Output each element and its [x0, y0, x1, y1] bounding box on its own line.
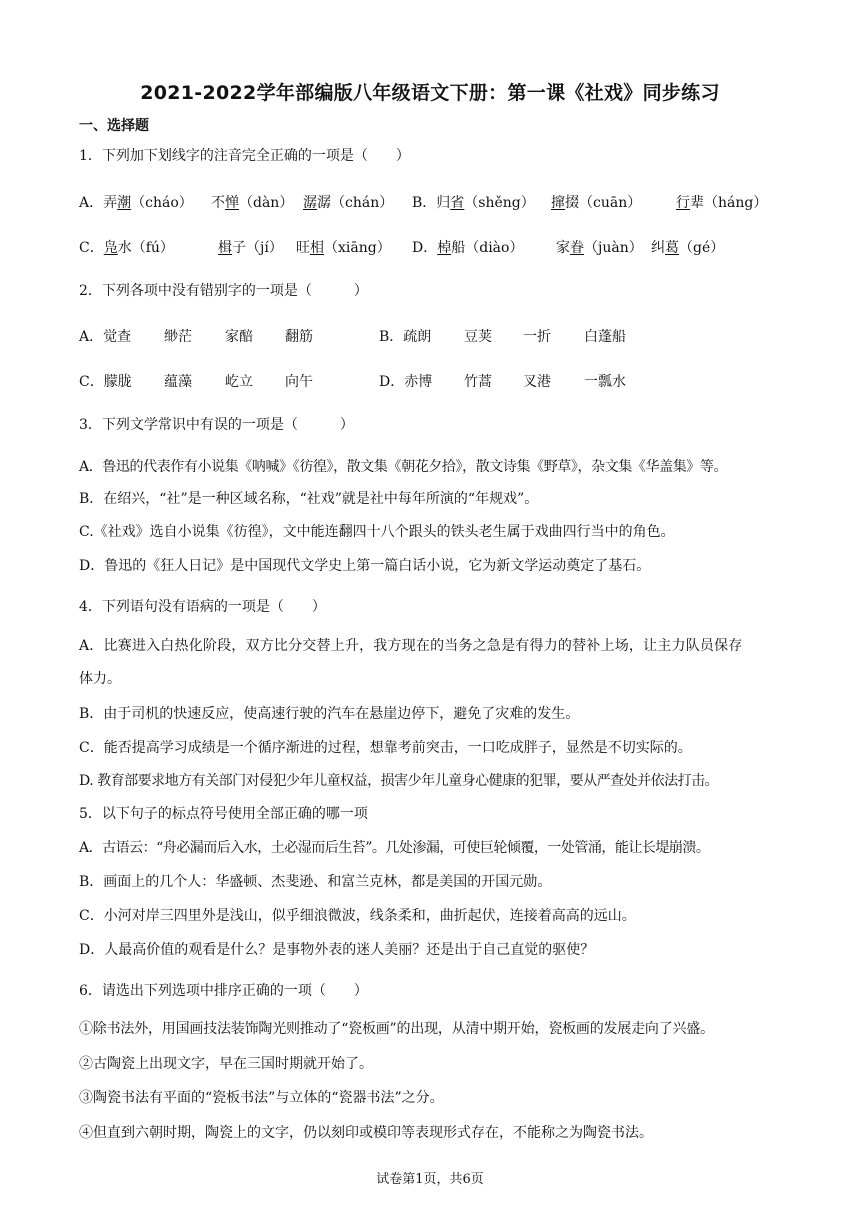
q1-option-a: A．弄潮（cháo）	[79, 195, 193, 211]
q2-d-2: 竹蒿	[464, 374, 492, 390]
q2-b-1: B．疏朗	[379, 329, 432, 345]
underlined-char: 行	[676, 195, 690, 211]
q5-option-a: A．古语云：“舟必漏而后入水，土必湿而后生苔”。几处渗漏，可使巨轮倾覆，一处管涌，能让长堤崩溃。	[79, 840, 710, 856]
q4-option-a-line1: A．比赛进入白热化阶段，双方比分交替上升，我方现在的当务之急是有得力的替补上场，让主力队员保存	[79, 638, 743, 654]
q3-stem: 3．下列文学常识中有误的一项是（ ）	[79, 417, 354, 433]
underlined-char: 眷	[570, 240, 584, 256]
q1-option-a-item3: 潺潺（chán）	[303, 195, 394, 211]
q2-d-4: 一瓢水	[584, 374, 626, 390]
q2-stem: 2．下列各项中没有错别字的一项是（ ）	[79, 283, 368, 299]
underlined-char: 凫	[103, 240, 118, 256]
q2-c-2: 蕴藻	[164, 374, 192, 390]
q4-option-b: B．由于司机的快速反应，使高速行驶的汽车在悬崖边停下，避免了灾难的发生。	[79, 706, 580, 722]
q6-sentence-3: ③陶瓷书法有平面的“瓷板书法”与立体的“瓷器书法”之分。	[79, 1090, 444, 1106]
section-heading: 一、选择题	[79, 118, 149, 134]
q6-stem: 6．请选出下列选项中排序正确的一项（ ）	[79, 983, 368, 999]
q6-sentence-1: ①除书法外，用国画技法装饰陶光则推动了“瓷板画”的出现，从清中期开始，瓷板画的发展走向了兴盛。	[79, 1021, 714, 1037]
q5-option-d: D．人最高价值的观看是什么？是事物外表的迷人美丽？还是出于自己直觉的驱使？	[79, 942, 595, 958]
underlined-char: 棹	[437, 240, 452, 256]
q1-option-c: C．凫水（fú）	[79, 240, 174, 256]
q1-option-b: B．归省（shěng）	[412, 195, 535, 211]
q2-b-2: 豆荚	[464, 329, 492, 345]
q3-option-c: C.《社戏》选自小说集《彷徨》，文中能连翻四十八个跟头的铁头老生属于戏曲四行当中的角色。	[79, 524, 675, 540]
q1-option-d: D．棹船（diào）	[412, 240, 524, 256]
q5-option-c: C．小河对岸三四里外是浅山，似乎细浪微波，线条柔和，曲折起伏，连接着高高的远山。	[79, 908, 636, 924]
q2-d-1: D．赤博	[379, 374, 433, 390]
q4-stem: 4．下列语句没有语病的一项是（ ）	[79, 599, 326, 615]
q1-option-a-item2: 不惮（dàn）	[211, 195, 294, 211]
q1-option-c-item3: 旺相（xiāng）	[296, 240, 391, 256]
q2-c-4: 向午	[285, 374, 313, 390]
q5-stem: 5．以下句子的标点符号使用全部正确的哪一项	[79, 806, 368, 822]
q2-d-3: 叉港	[523, 374, 551, 390]
underlined-char: 撺	[551, 195, 565, 211]
q2-c-1: C．朦胧	[79, 374, 132, 390]
page-footer: 试卷第1页，共6页	[376, 1172, 484, 1187]
q4-option-c: C．能否提高学习成绩是一个循序渐进的过程，想靠考前突击，一口吃成胖子，显然是不切实际的。	[79, 740, 692, 756]
underlined-char: 葛	[665, 240, 679, 256]
q2-c-3: 屹立	[225, 374, 253, 390]
underlined-char: 相	[310, 240, 324, 256]
q4-option-a-line2: 体力。	[79, 671, 121, 687]
q3-option-d: D．鲁迅的《狂人日记》是中国现代文学史上第一篇白话小说，它为新文学运动奠定了基石。	[79, 558, 651, 574]
q3-option-a: A．鲁迅的代表作有小说集《呐喊》《彷徨》，散文集《朝花夕拾》，散文诗集《野草》，杂文集《华盖集》等。	[79, 459, 728, 475]
underlined-char: 省	[450, 195, 465, 211]
q6-sentence-2: ②古陶瓷上出现文字，早在三国时期就开始了。	[79, 1056, 373, 1072]
q2-b-4: 白蓬船	[584, 329, 626, 345]
q4-option-d: D. 教育部要求地方有关部门对侵犯少年儿童权益，损害少年儿童身心健康的犯罪，要从严查处并依法打击。	[79, 773, 719, 789]
q1-option-c-item2: 楫子（jí）	[218, 240, 283, 256]
page-title: 2021-2022学年部编版八年级语文下册：第一课《社戏》同步练习	[140, 82, 720, 104]
q2-b-3: 一折	[523, 329, 551, 345]
q1-option-d-item3: 纠葛（gé）	[651, 240, 725, 256]
q2-a-4: 翻筋	[285, 329, 313, 345]
q5-option-b: B．画面上的几个人：华盛顿、杰斐逊、和富兰克林，都是美国的开国元勋。	[79, 874, 552, 890]
q1-option-b-item3: 行辈（háng）	[676, 195, 768, 211]
underlined-char: 惮	[225, 195, 239, 211]
q6-sentence-4: ④但直到六朝时期，陶瓷上的文字，仍以刻印或模印等表现形式存在，不能称之为陶瓷书法。	[79, 1125, 653, 1141]
q1-option-d-item2: 家眷（juàn）	[556, 240, 643, 256]
q2-a-3: 家醅	[225, 329, 253, 345]
q2-a-2: 缈茫	[164, 329, 192, 345]
underlined-char: 潮	[117, 195, 132, 211]
underlined-char: 潺	[303, 195, 317, 211]
underlined-char: 楫	[218, 240, 232, 256]
q3-option-b: B．在绍兴，“社”是一种区域名称，“社戏”就是社中每年所演的“年规戏”。	[79, 491, 539, 507]
q1-option-b-item2: 撺掇（cuān）	[551, 195, 642, 211]
q1-stem: 1．下列加下划线字的注音完全正确的一项是（ ）	[79, 148, 410, 164]
q2-a-1: A．觉查	[79, 329, 132, 345]
